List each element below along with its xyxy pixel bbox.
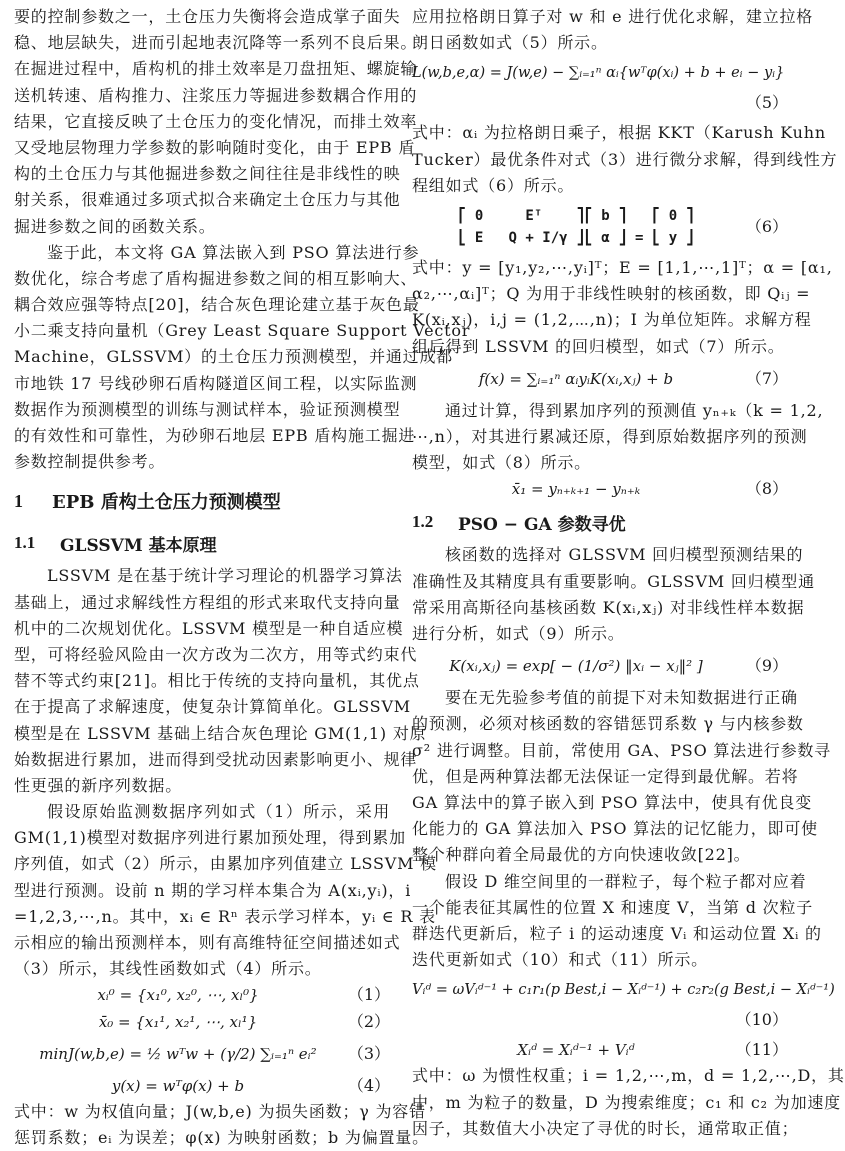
text-line: 程组如式（6）所示。 xyxy=(412,175,575,195)
equation xyxy=(412,973,835,1037)
text-line: 模型是在 LSSVM 基础上结合灰色理论 GM(1,1) 对原 xyxy=(14,723,427,743)
text-line: 组后得到 LSSVM 的回归模型，如式（7）所示。 xyxy=(412,336,785,356)
paragraph xyxy=(412,542,815,647)
text-line: 又受地层物理力学参数的影响随时变化，由于 EPB 盾 xyxy=(14,137,416,157)
text-line: 要的控制参数之一，土仓压力失衡将会造成掌子面失 xyxy=(14,7,401,26)
section-number: 1 xyxy=(14,490,23,511)
text-line: 朗日函数如式（5）所示。 xyxy=(412,33,608,53)
right-column xyxy=(412,4,845,1142)
equation-formula: L(w,b,e,α) = J(w,e) − ∑ᵢ₌₁ⁿ αᵢ{wᵀφ(xᵢ) + b + eᵢ − yᵢ} xyxy=(412,65,785,82)
text-line: 替不等式约束[21]。相比于传统的支持向量机，其优点 xyxy=(14,671,420,691)
paragraph xyxy=(412,4,814,56)
text-line: 整个种群向着全局最优的方向快速收敛[22]。 xyxy=(412,845,751,865)
paragraph xyxy=(412,120,838,199)
section-heading xyxy=(14,479,390,523)
paragraph xyxy=(412,1063,845,1142)
text-line: 型，可将经验风险由一次方改为二次方，用等式约束代 xyxy=(14,644,418,664)
text-line: 市地铁 17 号线砂卵石盾构隧道区间工程，以实际监测 xyxy=(14,373,418,393)
text-line: 式中：y = [y₁,y₂,⋯,yᵢ]ᵀ；E = [1,1,⋯,1]ᵀ；α = [α₁, xyxy=(412,257,833,277)
equation xyxy=(412,360,788,398)
paragraph xyxy=(412,869,822,974)
text-line: 迭代更新如式（10）和式（11）所示。 xyxy=(412,950,708,970)
equation-matrix xyxy=(412,199,740,255)
text-line: 的有效性和可靠性，为砂卵石地层 EPB 盾构施工掘进 xyxy=(14,426,416,445)
equation-number: （9） xyxy=(745,656,788,676)
text-line: 基础上，通过求解线性方程组的形式来取代支持向量 xyxy=(14,592,401,612)
matrix-row: ⎡ 0 Eᵀ ⎤⎡ b ⎤ ⎡ 0 ⎤ xyxy=(457,207,694,224)
text-line: 鉴于此，本文将 GA 算法嵌入到 PSO 算法进行参 xyxy=(47,242,420,262)
equation-number: （3） xyxy=(347,1043,390,1063)
text-line: 在于提高了求解速度，使复杂计算简单化。GLSSVM xyxy=(14,697,411,717)
paragraph xyxy=(412,685,831,868)
text-line: 化能力的 GA 算法加入 PSO 算法的记忆能力，即可使 xyxy=(412,819,818,839)
matrix-row: ⎣ E Q + I/γ ⎦⎣ α ⎦ = ⎣ y ⎦ xyxy=(457,229,694,246)
equation-number: （6） xyxy=(745,216,788,236)
equation xyxy=(412,199,788,255)
text-line: 应用拉格朗日算子对 w 和 e 进行优化求解，建立拉格 xyxy=(412,7,814,26)
section-title: GLSSVM 基本原理 xyxy=(60,535,217,556)
equation-formula: x̄₁ = yₙ₊ₖ₊₁ − yₙ₊ₖ xyxy=(511,480,641,499)
text-line: 式中：w 为权值向量；J(w,b,e) 为损失函数；γ 为容错 xyxy=(14,1101,426,1121)
equation-number: （8） xyxy=(745,479,788,499)
text-line: 数优化，综合考虑了盾构掘进参数之间的相互影响大、 xyxy=(14,268,418,288)
equation-number: （11） xyxy=(735,1040,788,1060)
equation xyxy=(412,647,788,685)
equation xyxy=(14,1009,390,1035)
section-heading xyxy=(412,502,788,542)
text-line: 准确性及其精度具有重要影响。GLSSVM 回归模型通 xyxy=(412,571,815,591)
equation-number: （2） xyxy=(347,1011,390,1031)
equation-formula: minJ(w,b,e) = ½ wᵀw + (γ/2) ∑ᵢ₌₁ⁿ eᵢ² xyxy=(39,1044,317,1063)
section-title: PSO − GA 参数寻优 xyxy=(458,514,626,535)
equation-formula: K(xᵢ,xⱼ) = exp[ − (1/σ²) ‖xᵢ − xⱼ‖² ] xyxy=(449,657,703,676)
text-line: 性更强的新序列数据。 xyxy=(14,775,183,795)
text-line: 优，但是两种算法都无法保证一定得到最优解。若将 xyxy=(412,766,799,786)
text-line: GM(1,1)模型对数据序列进行累加预处理，得到累加 xyxy=(14,828,406,848)
text-line: 参数控制提供参考。 xyxy=(14,452,166,472)
text-line: 要在无先验参考值的前提下对未知数据进行正确 xyxy=(445,688,798,708)
text-line: 机中的二次规划优化。LSSVM 模型是一种自适应模 xyxy=(14,618,404,638)
text-line: LSSVM 是在基于统计学习理论的机器学习算法 xyxy=(47,566,403,586)
paragraph xyxy=(412,255,833,360)
equation xyxy=(14,1073,390,1099)
equation xyxy=(412,476,788,502)
text-line: 式中：ω 为惯性权重；i = 1,2,⋯,m，d = 1,2,⋯,D，其 xyxy=(412,1066,845,1086)
paragraph xyxy=(14,799,437,982)
text-line: 中，m 为粒子的数量，D 为搜索维度；c₁ 和 c₂ 为加速度 xyxy=(412,1092,841,1112)
text-line: =1,2,3,⋯,n。其中，xᵢ ∈ Rⁿ 表示学习样本，yᵢ ∈ R 表 xyxy=(14,906,436,926)
text-line: 始数据进行累加，进而得到受扰动因素影响更小、规律 xyxy=(14,749,418,769)
equation-formula: Xᵢᵈ = Xᵢᵈ⁻¹ + Vᵢᵈ xyxy=(517,1041,635,1060)
text-line: 稳、地层缺失，进而引起地表沉降等一系列不良后果。 xyxy=(14,33,418,53)
text-line: 构的土仓压力与其他掘进参数之间往往是非线性的映 xyxy=(14,164,401,184)
text-line: 结果，它直接反映了土仓压力的变化情况，而排土效率 xyxy=(14,111,418,131)
paragraph xyxy=(14,4,418,240)
text-line: 送机转速、盾构推力、注浆压力等掘进参数耦合作用的 xyxy=(14,85,418,105)
text-line: GA 算法中的算子嵌入到 PSO 算法中，使具有优良变 xyxy=(412,792,813,812)
text-line: 数据作为预测模型的训练与测试样本，验证预测模型 xyxy=(14,399,401,419)
section-number: 1.2 xyxy=(412,512,434,532)
paragraph xyxy=(412,398,824,477)
text-line: K(xᵢ,xⱼ)，i,j = (1,2,⋯,n)；I 为单位矩阵。求解方程 xyxy=(412,310,812,330)
text-line: 惩罚系数；eᵢ 为误差；φ(x) 为映射函数；b 为偏置量。 xyxy=(14,1128,429,1148)
section-number: 1.1 xyxy=(14,533,36,553)
paragraph xyxy=(14,240,471,476)
text-line: 小二乘支持向量机（Grey Least Square Support Vector xyxy=(14,321,471,341)
equation-number: （1） xyxy=(347,985,390,1005)
text-line: α₂,⋯,αᵢ]ᵀ；Q 为用于非线性映射的核函数，即 Qᵢⱼ = xyxy=(412,284,811,304)
text-line: Machine，GLSSVM）的土仓压力预测模型，并通过成都 xyxy=(14,347,454,367)
text-line: 因子，其数值大小决定了寻优的时长，通常取正值； xyxy=(412,1118,799,1138)
text-line: 耦合效应强等特点[20]，结合灰色理论建立基于灰色最 xyxy=(14,295,420,315)
text-line: 模型，如式（8）所示。 xyxy=(412,453,591,473)
left-column xyxy=(14,4,471,1151)
equation-number: （10） xyxy=(735,1010,788,1030)
text-line: Tucker）最优条件对式（3）进行微分求解，得到线性方 xyxy=(412,149,838,169)
text-line: ⋯,n），对其进行累减还原，得到原始数据序列的预测 xyxy=(412,426,808,446)
text-line: 示相应的输出预测样本，则有高维特征空间描述如式 xyxy=(14,933,401,952)
text-line: 进行分析，如式（9）所示。 xyxy=(412,624,625,643)
equation xyxy=(14,1035,390,1073)
text-line: σ² 进行调整。目前，常使用 GA、PSO 算法进行参数寻 xyxy=(412,740,831,760)
equation xyxy=(412,1037,788,1063)
text-line: 假设原始监测数据序列如式（1）所示，采用 xyxy=(47,802,390,822)
text-line: 核函数的选择对 GLSSVM 回归模型预测结果的 xyxy=(445,545,804,565)
text-line: 射关系，很难通过多项式拟合来确定土仓压力与其他 xyxy=(14,190,401,210)
section-heading xyxy=(14,523,390,563)
equation xyxy=(412,56,788,120)
equation-formula: Vᵢᵈ = ωVᵢᵈ⁻¹ + c₁r₁(p Best,i − Xᵢᵈ⁻¹) + c₂r₂(g Best,i − Xᵢᵈ⁻¹) xyxy=(412,982,835,999)
text-line: 序列值，如式（2）所示，由累加序列值建立 LSSVM 模 xyxy=(14,854,437,874)
text-line: 一个能表征其属性的位置 X 和速度 V，当第 d 次粒子 xyxy=(412,897,814,917)
paragraph xyxy=(14,563,427,799)
section-title: EPB 盾构土仓压力预测模型 xyxy=(52,492,281,514)
text-line: 常采用高斯径向基核函数 K(xᵢ,xⱼ) 对非线性样本数据 xyxy=(412,597,805,617)
equation-number: （7） xyxy=(745,368,788,388)
equation-number: （5） xyxy=(745,93,788,113)
text-line: 掘进参数之间的函数关系。 xyxy=(14,216,216,236)
text-line: （3）所示，其线性函数如式（4）所示。 xyxy=(14,959,322,979)
equation-formula: x̄₀ = {x₁¹, x₂¹, ⋯, xₗ¹} xyxy=(98,1012,258,1031)
text-line: 群迭代更新后，粒子 i 的运动速度 Vᵢ 和运动位置 Xᵢ 的 xyxy=(412,923,822,943)
paragraph xyxy=(14,1099,429,1151)
equation-formula: f(x) = ∑ᵢ₌₁ⁿ αᵢyᵢK(xᵢ,xⱼ) + b xyxy=(478,369,674,388)
text-line: 的预测，必须对核函数的容错惩罚系数 γ 与内核参数 xyxy=(412,714,804,734)
text-line: 假设 D 维空间里的一群粒子，每个粒子都对应着 xyxy=(445,871,807,891)
text-line: 型进行预测。设前 n 期的学习样本集合为 A(xᵢ,yᵢ)，i xyxy=(14,880,412,900)
equation-formula: xᵢ⁰ = {x₁⁰, x₂⁰, ⋯, xₗ⁰} xyxy=(97,986,259,1005)
text-line: 通过计算，得到累加序列的预测值 yₙ₊ₖ（k = 1,2, xyxy=(445,400,824,420)
equation-number: （4） xyxy=(347,1075,390,1095)
text-line: 式中：αᵢ 为拉格朗日乘子，根据 KKT（Karush Kuhn xyxy=(412,123,826,143)
text-line: 在掘进过程中，盾构机的排土效率是刀盘扭矩、螺旋输 xyxy=(14,59,418,79)
equation xyxy=(14,982,390,1008)
equation-formula: y(x) = wᵀφ(x) + b xyxy=(111,1076,245,1095)
